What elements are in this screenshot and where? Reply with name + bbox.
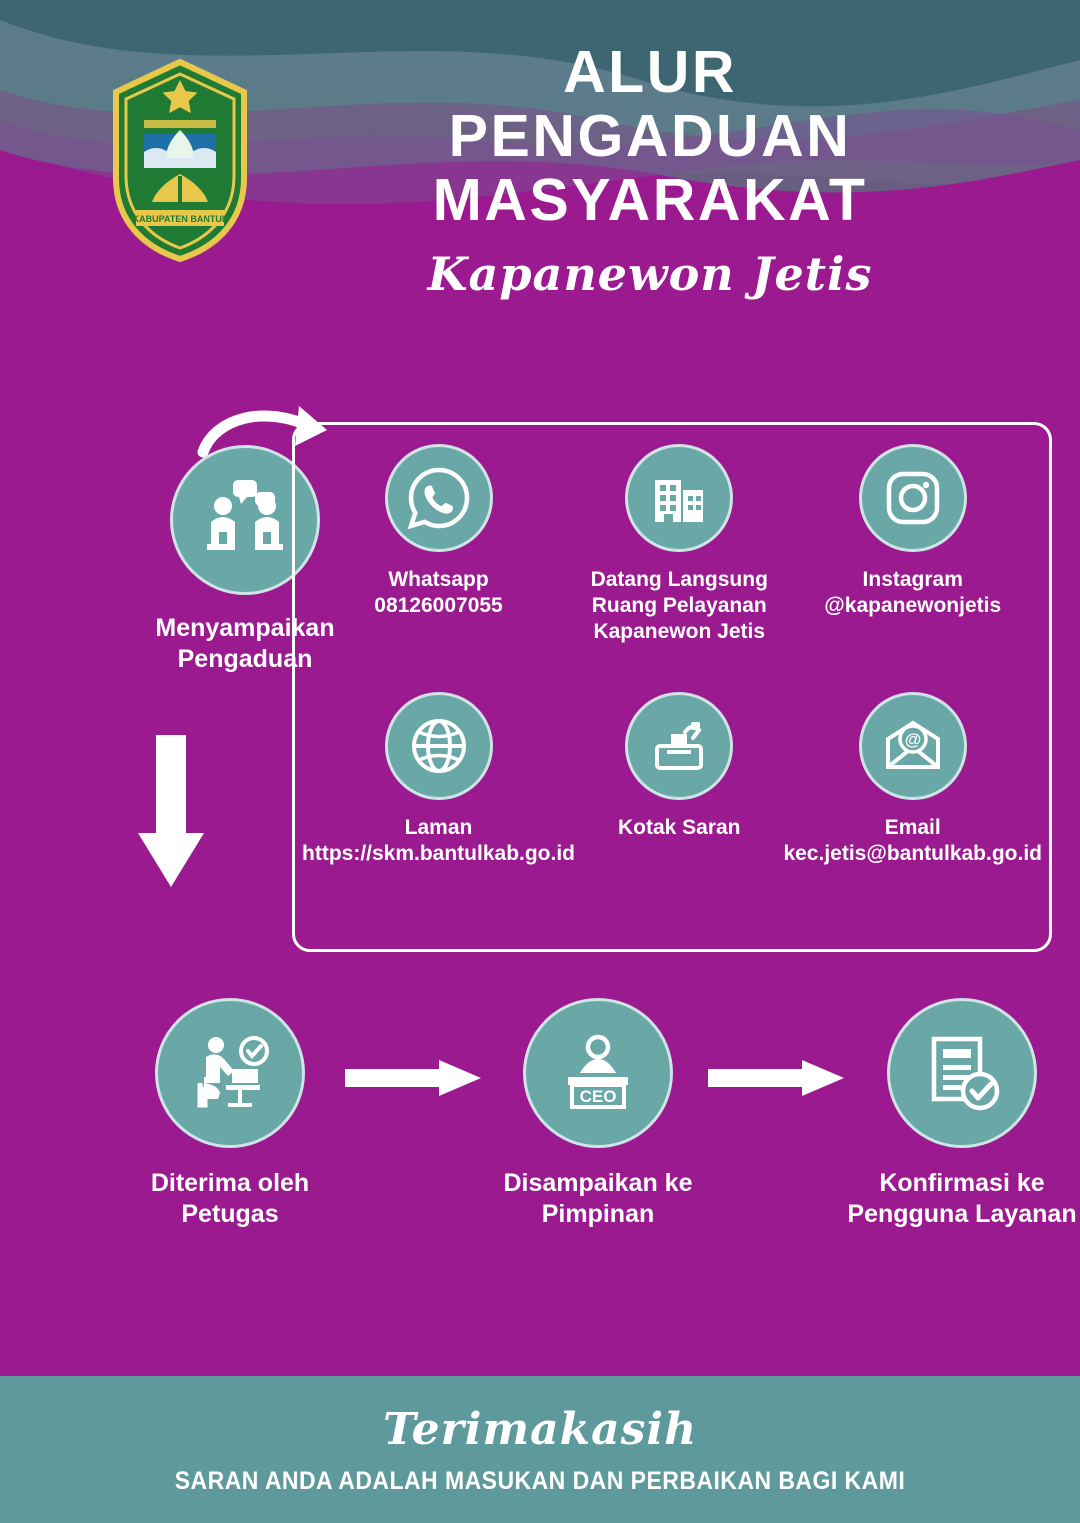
channel-instagram-name: Instagram: [862, 568, 963, 591]
flow-step-forwarded-label-line1: Disampaikan ke: [503, 1169, 693, 1197]
channel-email-value: kec.jetis@bantulkab.go.id: [783, 842, 1042, 866]
flow-step-confirmation-label-line1: Konfirmasi ke: [879, 1169, 1045, 1197]
flow-step-received-label: [80, 1168, 380, 1229]
channel-walk-in-value-line2: Kapanewon Jetis: [593, 620, 766, 644]
email-envelope-icon: [859, 692, 967, 800]
flow-step-forwarded-label: [448, 1168, 748, 1229]
channel-whatsapp-value: 08126007055: [374, 594, 503, 618]
flow-step-confirmation-label-line2: Pengguna Layanan: [847, 1199, 1077, 1228]
svg-text:KABUPATEN BANTUL: KABUPATEN BANTUL: [132, 214, 228, 224]
channel-email-label: [783, 815, 1042, 867]
channel-walk-in-label: [591, 567, 768, 645]
flow-step-received-label-line2: Petugas: [181, 1199, 279, 1228]
channels-grid: [292, 422, 1052, 952]
poster-header: [270, 39, 1030, 301]
page-subtitle: Kapanewon Jetis: [427, 246, 873, 301]
leader-desk-icon: [523, 998, 673, 1148]
flow-step-received: [80, 998, 380, 1229]
channel-website-label: [302, 815, 575, 867]
flow-step-confirmation-label: [812, 1168, 1080, 1229]
channel-email[interactable]: [783, 692, 1042, 940]
svg-text:@: @: [904, 730, 922, 749]
flow-step-confirmation: [812, 998, 1080, 1229]
whatsapp-icon: [385, 444, 493, 552]
suggestion-box-icon: [625, 692, 733, 800]
channel-suggestion-box-label: [618, 815, 741, 841]
channel-instagram-label: [824, 567, 1001, 619]
channel-walk-in[interactable]: [575, 444, 783, 692]
flow-step-forwarded-label-line2: Pimpinan: [541, 1199, 655, 1228]
svg-text:CEO: CEO: [579, 1087, 617, 1106]
channel-whatsapp[interactable]: [302, 444, 575, 692]
process-steps-row: [60, 998, 1077, 1268]
channel-walk-in-value-line1: Ruang Pelayanan: [591, 594, 767, 618]
channels-grid-wrapper: [292, 422, 1052, 952]
channel-website-value: https://skm.bantulkab.go.id: [302, 842, 576, 866]
channel-suggestion-box-name: Kotak Saran: [617, 816, 741, 839]
poster-footer: [0, 1376, 1080, 1523]
channel-whatsapp-name: Whatsapp: [388, 568, 489, 591]
flow-step-forwarded: [448, 998, 748, 1229]
page-title-line-1: ALUR: [563, 39, 737, 105]
channel-whatsapp-label: [374, 567, 502, 619]
channel-suggestion-box[interactable]: [575, 692, 783, 940]
officer-at-computer-icon: [155, 998, 305, 1148]
globe-icon: [385, 692, 493, 800]
channel-email-name: Email: [884, 816, 941, 839]
flow-node-start-label-line1: Menyampaikan: [155, 614, 335, 642]
footer-tagline: SARAN ANDA ADALAH MASUKAN DAN PERBAIKAN BAGI KAMI: [174, 1466, 906, 1495]
channel-website[interactable]: [302, 692, 575, 940]
office-building-icon: [625, 444, 733, 552]
channel-instagram-value: @kapanewonjetis: [824, 594, 1002, 618]
flow-diagram: [0, 400, 1080, 1300]
bantul-regency-emblem: [110, 58, 250, 263]
channel-website-name: Laman: [404, 816, 473, 839]
flow-node-start-label-line2: Pengaduan: [177, 644, 313, 673]
flow-step-received-label-line1: Diterima oleh: [150, 1169, 310, 1197]
channel-instagram[interactable]: [783, 444, 1042, 692]
footer-thanks-text: Terimakasih: [382, 1403, 698, 1455]
document-check-icon: [887, 998, 1037, 1148]
channel-walk-in-name: Datang Langsung: [590, 568, 768, 591]
page-title-line-3: MASYARAKAT: [432, 167, 868, 234]
instagram-icon: [859, 444, 967, 552]
page-title-line-2: PENGADUAN: [448, 103, 852, 170]
down-arrow-icon: [132, 735, 210, 895]
